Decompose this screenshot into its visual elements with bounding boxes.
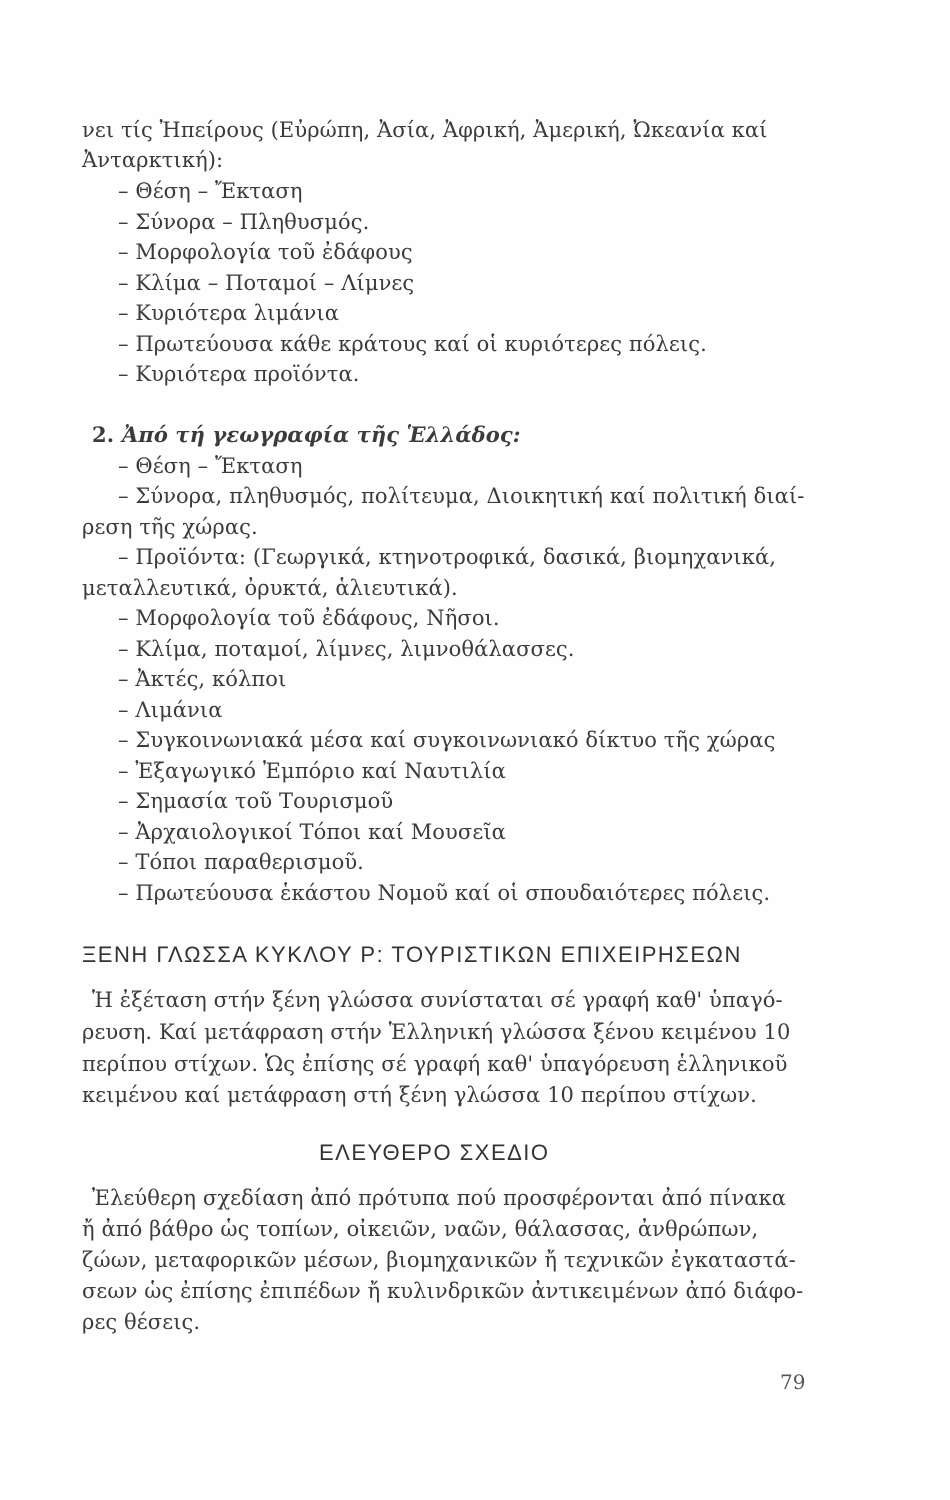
list-item: – Κλίμα – Ποταμοί – Λίμνες [118,271,415,295]
list-item: – Πρωτεύουσα ἑκάστου Νομοῦ καί οἱ σπουδαιότερες πόλεις. [118,881,771,905]
list-item: – Ἀκτές, κόλποι [118,667,287,691]
list-item: – Σημασία τοῦ Τουρισμοῦ [118,789,394,813]
list-item: – Σύνορα, πληθυσμός, πολίτευμα, Διοικητική καί πολιτική διαί- [118,484,805,508]
section-heading-foreign-language: ΞΕΝΗ ΓΛΩΣΣΑ ΚΥΚΛΟΥ Ρ: ΤΟΥΡΙΣΤΙΚΩΝ ΕΠΙΧΕΙΡΗΣΕΩΝ [82,942,742,967]
paragraph-line: κειμένου καί μετάφραση στή ξένη γλώσσα 10 περίπου στίχων. [82,1083,757,1107]
list-item: – Κλίμα, ποταμοί, λίμνες, λιμνοθάλασσες. [118,637,575,661]
list-item: – Κυριότερα προϊόντα. [118,362,360,386]
list-item: – Ἀρχαιολογικοί Τόποι καί Μουσεῖα [118,820,506,844]
paragraph-line: περίπου στίχων. Ὡς ἐπίσης σέ γραφή καθ' ὑπαγόρευση ἑλληνικοῦ [82,1052,788,1076]
page-number: 79 [780,1370,806,1394]
section-title: Ἀπό τή γεωγραφία τῆς Ἑλλάδος: [122,422,521,447]
list-item: – Τόποι παραθερισμοῦ. [118,850,364,874]
paragraph-line: ἤ ἀπό βάθρο ὡς τοπίων, οἰκειῶν, ναῶν, θάλασσας, ἀνθρώπων, [82,1217,759,1241]
intro-line: νει τίς Ἠπείρους (Εὐρώπη, Ἀσία, Ἀφρική, Ἀμερική, Ὠκεανία καί [82,118,768,142]
paragraph-line: σεων ὡς ἐπίσης ἐπιπέδων ἤ κυλινδρικῶν ἀντικειμένων ἀπό διάφο- [82,1279,804,1303]
paragraph-line: ρευση. Καί μετάφραση στήν Ἑλληνική γλώσσα ξένου κειμένου 10 [82,1020,791,1044]
list-item: – Λιμάνια [118,698,223,722]
paragraph-line: Ἡ ἐξέταση στήν ξένη γλώσσα συνίσταται σέ γραφή καθ' ὑπαγό- [92,988,783,1012]
list-item-continuation: μεταλλευτικά, ὀρυκτά, ἁλιευτικά). [82,576,458,600]
paragraph-line: ρες θέσεις. [82,1310,201,1334]
list-item: – Μορφολογία τοῦ ἐδάφους [118,240,413,264]
list-item: – Συγκοινωνιακά μέσα καί συγκοινωνιακό δίκτυο τῆς χώρας [118,728,776,752]
list-item: – Ἐξαγωγικό Ἐμπόριο καί Ναυτιλία [118,759,506,783]
list-item: – Θέση – Ἔκταση [118,179,303,203]
list-item: – Πρωτεύουσα κάθε κράτους καί οἱ κυριότερες πόλεις. [118,332,707,356]
list-item: – Κυριότερα λιμάνια [118,301,340,325]
intro-line: Ἀνταρκτική): [82,148,224,172]
list-item: – Θέση – Ἔκταση [118,454,303,478]
paragraph-line: Ἐλεύθερη σχεδίαση ἀπό πρότυπα πού προσφέρονται ἀπό πίνακα [92,1186,787,1210]
section-number: 2. [92,422,115,447]
list-item-continuation: ρεση τῆς χώρας. [82,515,258,539]
list-item: – Προϊόντα: (Γεωργικά, κτηνοτροφικά, δασικά, βιομηχανικά, [118,545,777,569]
list-item: – Σύνορα – Πληθυσμός. [118,210,370,234]
section-heading-free-drawing: ΕΛΕΥΘΕΡΟ ΣΧΕΔΙΟ [319,1140,550,1165]
list-item: – Μορφολογία τοῦ ἐδάφους, Νῆσοι. [118,606,500,630]
paragraph-line: ζώων, μεταφορικῶν μέσων, βιομηχανικῶν ἤ τεχνικῶν ἐγκαταστά- [82,1248,796,1272]
